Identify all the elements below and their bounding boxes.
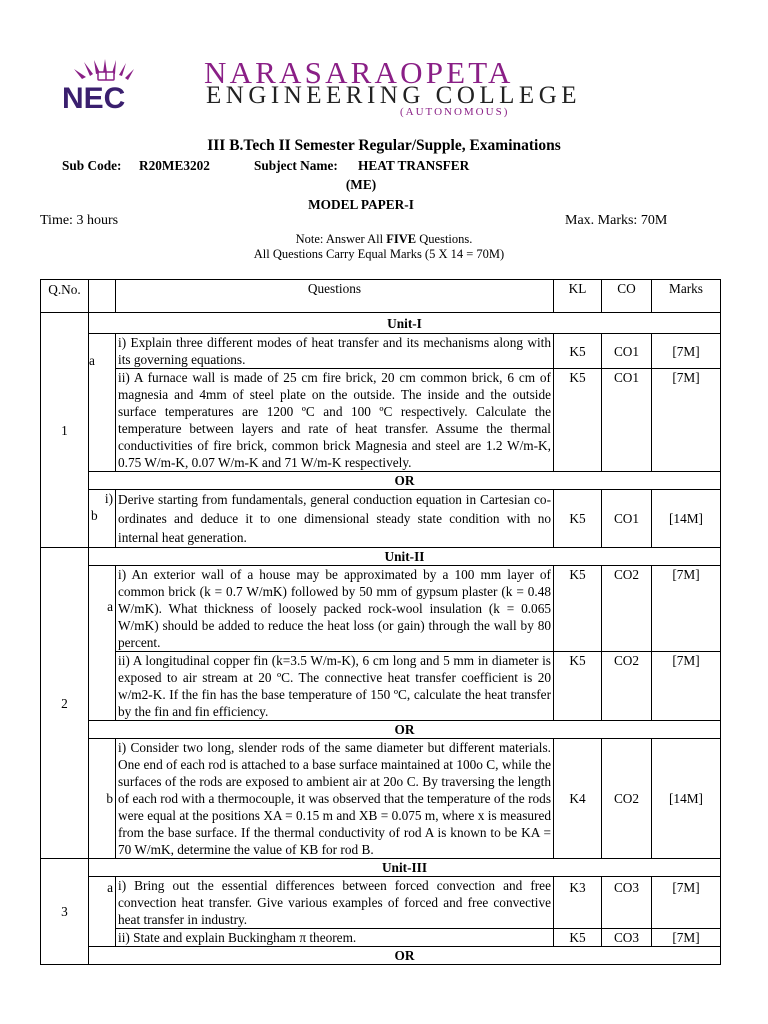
unit2-part-a: a	[89, 566, 116, 721]
table-row	[41, 566, 721, 652]
unit1-q1-co: CO1	[602, 334, 652, 369]
unit1-q2-kl: K5	[554, 369, 602, 472]
table-row	[41, 929, 721, 947]
unit3-title: Unit-III	[89, 859, 721, 877]
unit1-q3-marks: [14M]	[652, 490, 721, 548]
unit2-q3-co: CO2	[602, 739, 652, 859]
unit1-q1-marks: [7M]	[652, 334, 721, 369]
unit2-title: Unit-II	[89, 548, 721, 566]
qno-3: 3	[41, 859, 89, 965]
exam-title: III B.Tech II Semester Regular/Supple, Examinations	[207, 137, 561, 154]
unit3-q2-text: ii) State and explain Buckingham π theorem.	[116, 929, 554, 947]
header-co: CO	[602, 280, 652, 313]
subject-name: HEAT TRANSFER	[358, 158, 470, 173]
table-row	[41, 739, 721, 859]
max-marks: Max. Marks: 70M	[565, 213, 668, 228]
unit1-b-letter: b	[91, 508, 98, 523]
college-name-line3: (AUTONOMOUS)	[400, 106, 510, 118]
unit3-or: OR	[89, 947, 721, 965]
unit2-q3-marks: [14M]	[652, 739, 721, 859]
unit2-q3-text: i) Consider two long, slender rods of the same diameter but different materials. One end of each rod is attached to a base surface maintained at 100o C, while the surfaces of the rods are exposed to ambient air at 20o C. By traversing the length of each rod with a thermocouple, it was observed that the temperature of the rods were equal at the positions XA = 0.15 m and XB = 0.075 m, where x is measured from the base surface. If the thermal conductivity of rod A is known to be KA = 70 W/mK, determine the value of KB for rod B.	[116, 739, 554, 859]
table-row	[41, 369, 721, 472]
unit3-q1-text: i) Bring out the essential differences between forced convection and free convection heat transfer. Give various examples of forced and free convective heat transfer in industry.	[116, 877, 554, 929]
unit2-part-b: b	[89, 739, 116, 859]
table-row	[41, 334, 721, 369]
unit1-q2-marks: [7M]	[652, 369, 721, 472]
unit2-q1-kl: K5	[554, 566, 602, 652]
college-name-line1: NARASARAOPETA	[204, 55, 514, 90]
unit3-q2-marks: [7M]	[652, 929, 721, 947]
unit2-q3-kl: K4	[554, 739, 602, 859]
unit3-part-a: a	[89, 877, 116, 947]
question-table	[40, 279, 721, 965]
branch: (ME)	[345, 177, 377, 192]
time: Time: 3 hours	[40, 213, 119, 228]
header-kl: KL	[554, 280, 602, 313]
unit3-q1-kl: K3	[554, 877, 602, 929]
paper-title: MODEL PAPER-I	[308, 197, 414, 212]
table-row	[41, 548, 721, 566]
unit2-q2-co: CO2	[602, 652, 652, 721]
college-logo-icon	[62, 58, 190, 110]
unit3-q2-kl: K5	[554, 929, 602, 947]
unit2-q2-text: ii) A longitudinal copper fin (k=3.5 W/m-K), 6 cm long and 5 mm in diameter is exposed to air stream at 20 ºC. The connective heat transfer coefficient is 20 w/m2-K. If the fin has the base temperature of 150 ºC, calculate the heat transfer by the fin and fin efficiency.	[116, 652, 554, 721]
table-row	[41, 721, 721, 739]
unit3-q2-co: CO3	[602, 929, 652, 947]
table-row	[41, 947, 721, 965]
unit2-or: OR	[89, 721, 721, 739]
header-sub	[89, 280, 116, 313]
header-marks: Marks	[652, 280, 721, 313]
note-prefix: Note: Answer All	[295, 232, 387, 246]
sub-code: R20ME3202	[139, 158, 210, 173]
note-line1	[0, 232, 768, 247]
unit2-q2-kl: K5	[554, 652, 602, 721]
unit1-q1-text: i) Explain three different modes of heat transfer and its mechanisms along with its governing equations.	[116, 334, 554, 369]
college-name-line2: ENGINEERING COLLEGE	[206, 82, 582, 109]
unit1-q3-co: CO1	[602, 490, 652, 548]
qno-1: 1	[41, 313, 89, 548]
unit1-q2-text: ii) A furnace wall is made of 25 cm fire brick, 20 cm common brick, 6 cm of magnesia and 4mm of steel plate on the outside. The inside and the outside surface temperatures are 1200 ºC and 100 ºC respectively. Calculate the temperature between layers and rate of heat transfer. Assume the thermal conductivities of fire brick, common brick Magnesia and steel are 1.2 W/m-K, 0.75 W/m-K, 0.07 W/m-K and 71 W/m-K respectively.	[116, 369, 554, 472]
unit1-b-roman: i)	[104, 491, 113, 506]
note-bold: FIVE	[386, 232, 417, 246]
sub-code-label: Sub Code:	[62, 158, 122, 173]
unit2-q1-co: CO2	[602, 566, 652, 652]
table-row	[41, 313, 721, 334]
svg-text:NEC: NEC	[62, 82, 126, 110]
unit1-q1-kl: K5	[554, 334, 602, 369]
unit1-part-a: a	[89, 334, 116, 472]
unit2-q1-text: i) An exterior wall of a house may be approximated by a 100 mm layer of common brick (k = 0.7 W/mK) followed by 50 mm of gypsum plaster (k = 0.48 W/mK). What thickness of loosely packed rock-wool insulation (k = 0.065 W/mK) should be added to reduce the heat loss (or gain) through the wall by 80 percent.	[116, 566, 554, 652]
table-header-row	[41, 280, 721, 313]
note-line2: All Questions Carry Equal Marks (5 X 14 = 70M)	[253, 247, 505, 261]
unit1-q3-text: Derive starting from fundamentals, general conduction equation in Cartesian co-ordinates and deduce it to one dimensional steady state condition with no internal heat generation.	[116, 490, 554, 548]
note-suffix: Questions.	[416, 232, 473, 246]
table-row	[41, 490, 721, 548]
unit2-q2-marks: [7M]	[652, 652, 721, 721]
unit1-part-b	[89, 490, 116, 548]
subject-label: Subject Name:	[254, 158, 338, 173]
unit3-q1-marks: [7M]	[652, 877, 721, 929]
unit1-q3-kl: K5	[554, 490, 602, 548]
table-row	[41, 877, 721, 929]
header-qno: Q.No.	[41, 280, 89, 313]
unit2-q1-marks: [7M]	[652, 566, 721, 652]
header-questions: Questions	[116, 280, 554, 313]
table-row	[41, 859, 721, 877]
unit1-title: Unit-I	[89, 313, 721, 334]
unit3-q1-co: CO3	[602, 877, 652, 929]
qno-2: 2	[41, 548, 89, 859]
table-row	[41, 472, 721, 490]
unit1-q2-co: CO1	[602, 369, 652, 472]
table-row	[41, 652, 721, 721]
unit1-or: OR	[89, 472, 721, 490]
